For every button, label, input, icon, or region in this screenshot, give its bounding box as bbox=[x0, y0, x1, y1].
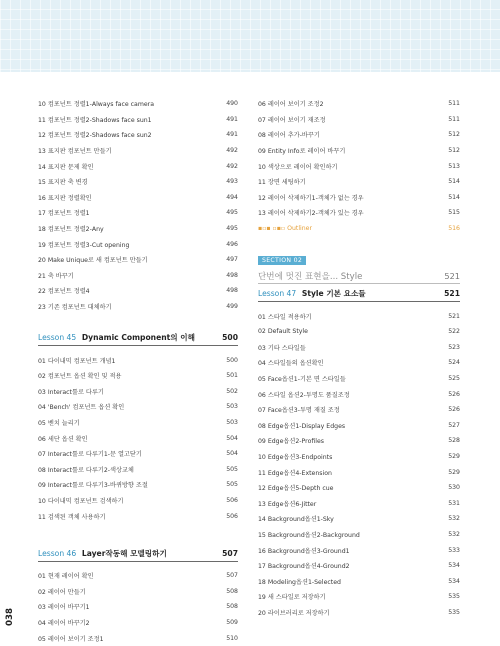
toc-item bbox=[38, 630, 238, 646]
toc-item-title: 12 레이어 삭제하기1-객체가 없는 경우 bbox=[258, 194, 364, 202]
toc-item-title: 16 표지판 정렬확인 bbox=[38, 194, 92, 202]
toc-item-title: 08 Edge옵션1-Display Edges bbox=[258, 422, 346, 430]
toc-item-page: 523 bbox=[448, 343, 460, 351]
toc-item-page: 510 bbox=[226, 634, 238, 642]
toc-item-title: 21 축 바꾸기 bbox=[38, 272, 74, 280]
toc-item-title: 07 Interact툴로 다루기1-문 열고닫기 bbox=[38, 451, 142, 459]
toc-item-title: 12 Edge옵션5-Depth cue bbox=[258, 485, 334, 493]
toc-item-title: 04 스타일들의 옵션확인 bbox=[258, 360, 324, 368]
lesson-label: Lesson 47 bbox=[258, 289, 297, 299]
toc-list-lesson-45 bbox=[38, 352, 238, 524]
toc-item-title: 01 현재 레이어 확인 bbox=[38, 573, 94, 581]
toc-item-page: 503 bbox=[226, 403, 238, 411]
toc-item-title: 09 Entity Info로 레이어 바꾸기 bbox=[258, 148, 346, 156]
toc-item-title: 11 Edge옵션4-Extension bbox=[258, 469, 332, 477]
toc-item-title: 14 Background옵션1-Sky bbox=[258, 516, 334, 524]
toc-item-page: 492 bbox=[226, 147, 238, 155]
toc-item-page: 490 bbox=[226, 100, 238, 108]
toc-item-page: 492 bbox=[226, 162, 238, 170]
toc-item-title: 12 컴포넌트 정렬2-Shadows face sun2 bbox=[38, 132, 152, 140]
toc-item-title: 11 장면 세팅하기 bbox=[258, 179, 306, 187]
toc-item bbox=[38, 430, 238, 446]
toc-item-title: 13 레이어 삭제하기2-객체가 있는 경우 bbox=[258, 210, 364, 218]
toc-item-title: 22 컴포넌트 정렬4 bbox=[38, 288, 90, 296]
toc-item-page: 491 bbox=[226, 115, 238, 123]
toc-item-page: 528 bbox=[448, 437, 460, 445]
toc-item-page: 506 bbox=[226, 496, 238, 504]
toc-item-page: 514 bbox=[448, 193, 460, 201]
toc-item-title: 15 Background옵션2-Background bbox=[258, 531, 360, 539]
toc-item-page: 522 bbox=[448, 328, 460, 336]
toc-left-column bbox=[38, 96, 238, 646]
toc-item-page: 500 bbox=[226, 356, 238, 364]
toc-item-page: 494 bbox=[226, 193, 238, 201]
toc-item-title: 23 기존 컴포넌트 대체하기 bbox=[38, 304, 112, 312]
lesson-page: 507 bbox=[222, 548, 238, 558]
toc-item bbox=[38, 568, 238, 584]
toc-item bbox=[38, 190, 238, 206]
toc-item-title: 08 Interact툴로 다루기2-색상교체 bbox=[38, 466, 134, 474]
toc-item bbox=[258, 433, 460, 449]
toc-item-page: 499 bbox=[226, 303, 238, 311]
toc-item bbox=[38, 252, 238, 268]
toc-item bbox=[258, 112, 460, 128]
page-number: 038 bbox=[5, 608, 15, 626]
section-title: 단번에 멋진 표현을... Style bbox=[258, 271, 363, 282]
toc-item-title: 18 컴포넌트 정렬2-Any bbox=[38, 226, 104, 234]
toc-item bbox=[258, 127, 460, 143]
toc-item bbox=[38, 158, 238, 174]
toc-item-page: 495 bbox=[226, 209, 238, 217]
toc-item bbox=[38, 299, 238, 315]
lesson-title: Layer작동해 모델링하기 bbox=[81, 548, 167, 558]
toc-list-right-top bbox=[258, 96, 460, 221]
toc-item-page: 511 bbox=[448, 115, 460, 123]
toc-item bbox=[258, 158, 460, 174]
toc-item-title: 05 벤치 늘리기 bbox=[38, 419, 80, 427]
toc-item-title: 03 기타 스타일들 bbox=[258, 344, 306, 352]
lesson-46-heading bbox=[38, 548, 238, 562]
toc-item-page: 496 bbox=[226, 240, 238, 248]
toc-item bbox=[38, 384, 238, 400]
toc-item bbox=[258, 324, 460, 340]
toc-item-title: 06 세단 옵션 확인 bbox=[38, 435, 88, 443]
lesson-47-heading bbox=[258, 288, 460, 302]
toc-item bbox=[258, 480, 460, 496]
toc-item bbox=[38, 221, 238, 237]
toc-item bbox=[38, 446, 238, 462]
toc-item-page: 514 bbox=[448, 178, 460, 186]
toc-right-column bbox=[258, 96, 460, 620]
toc-item-page: 503 bbox=[226, 418, 238, 426]
toc-item bbox=[38, 508, 238, 524]
toc-item-title: 20 라이브러리로 저장하기 bbox=[258, 609, 330, 617]
toc-item-title: 17 컴포넌트 정렬1 bbox=[38, 210, 90, 218]
toc-item-title: 14 표지판 문제 확인 bbox=[38, 163, 94, 171]
toc-item-page: 512 bbox=[448, 131, 460, 139]
toc-item bbox=[258, 542, 460, 558]
toc-item-title: 20 Make Unique로 새 컴포넌트 만들기 bbox=[38, 257, 148, 265]
toc-item bbox=[258, 605, 460, 621]
toc-item-title: 05 Face옵션1-기본 면 스타일들 bbox=[258, 376, 346, 384]
toc-item bbox=[258, 589, 460, 605]
toc-item-title: 08 레이어 추가-바꾸기 bbox=[258, 132, 320, 140]
lesson-label: Lesson 46 bbox=[38, 548, 77, 558]
toc-item-page: 533 bbox=[448, 546, 460, 554]
toc-item bbox=[38, 236, 238, 252]
toc-item-title: 06 레이어 보이기 조정2 bbox=[258, 101, 324, 109]
toc-item bbox=[38, 493, 238, 509]
toc-item-page: 512 bbox=[448, 147, 460, 155]
toc-item-title: 04 레이어 바꾸기2 bbox=[38, 619, 90, 627]
toc-item bbox=[258, 96, 460, 112]
toc-item-title: 09 Interact툴로 다루기3-바퀴방향 조절 bbox=[38, 482, 148, 490]
toc-item-title: 10 컴포넌트 정렬1-Always face camera bbox=[38, 101, 155, 109]
toc-item-page: 526 bbox=[448, 406, 460, 414]
toc-item-page: 513 bbox=[448, 162, 460, 170]
toc-item-page: 535 bbox=[448, 593, 460, 601]
toc-item bbox=[258, 449, 460, 465]
toc-item-title: 10 Edge옵션3-Endpoints bbox=[258, 453, 333, 461]
toc-item-page: 502 bbox=[226, 387, 238, 395]
toc-item bbox=[38, 477, 238, 493]
toc-item-title: 04 'Bench' 컴포넌트 옵션 확인 bbox=[38, 404, 125, 412]
toc-item-title: 07 Face옵션3-투명 재질 조정 bbox=[258, 407, 340, 415]
toc-item bbox=[38, 615, 238, 631]
lesson-label: Lesson 45 bbox=[38, 333, 77, 343]
toc-item bbox=[38, 283, 238, 299]
toc-item bbox=[258, 340, 460, 356]
toc-item bbox=[38, 352, 238, 368]
toc-item-title: 11 컴포넌트 정렬2-Shadows face sun1 bbox=[38, 116, 152, 124]
lesson-title: Dynamic Component의 이해 bbox=[81, 333, 195, 343]
toc-item-title: 13 Edge옵션6-Jitter bbox=[258, 500, 317, 508]
toc-item bbox=[38, 415, 238, 431]
toc-item bbox=[38, 112, 238, 128]
toc-item bbox=[258, 464, 460, 480]
toc-item-page: 491 bbox=[226, 131, 238, 139]
toc-item-page: 527 bbox=[448, 421, 460, 429]
lesson-page: 521 bbox=[444, 289, 460, 299]
toc-item-page: 497 bbox=[226, 256, 238, 264]
toc-list-lesson-47 bbox=[258, 308, 460, 620]
toc-item bbox=[258, 308, 460, 324]
toc-item bbox=[258, 511, 460, 527]
toc-item bbox=[258, 386, 460, 402]
toc-item-page: 535 bbox=[448, 608, 460, 616]
toc-item-title: 11 검색된 객체 사용하기 bbox=[38, 513, 106, 521]
toc-item-page: 506 bbox=[226, 512, 238, 520]
header-pattern-band bbox=[0, 0, 500, 72]
toc-item-page: 525 bbox=[448, 375, 460, 383]
toc-item-page: 495 bbox=[226, 225, 238, 233]
toc-item bbox=[38, 174, 238, 190]
toc-item-title: 09 Edge옵션2-Profiles bbox=[258, 438, 324, 446]
toc-item-page: 505 bbox=[226, 481, 238, 489]
section-badge: SECTION 02 bbox=[258, 256, 306, 265]
toc-item-title: Outliner bbox=[287, 225, 313, 233]
toc-item-page: 524 bbox=[448, 359, 460, 367]
toc-item-title: 10 다이내믹 컴포넌트 검색하기 bbox=[38, 497, 124, 505]
toc-item-title: 17 Background옵션4-Ground2 bbox=[258, 563, 350, 571]
toc-item-title: 07 레이어 보이기 재조정 bbox=[258, 116, 326, 124]
toc-item bbox=[258, 527, 460, 543]
lesson-page: 500 bbox=[222, 333, 238, 343]
toc-item-page: 501 bbox=[226, 372, 238, 380]
toc-item-page: 532 bbox=[448, 515, 460, 523]
toc-item-title: 10 색상으로 레이어 확인하기 bbox=[258, 163, 338, 171]
toc-item-title: 19 컴포넌트 정렬3-Cut opening bbox=[38, 241, 130, 249]
toc-item bbox=[38, 599, 238, 615]
toc-item bbox=[258, 418, 460, 434]
toc-item bbox=[258, 205, 460, 221]
toc-item bbox=[38, 268, 238, 284]
toc-item-page: 505 bbox=[226, 465, 238, 473]
toc-item bbox=[38, 583, 238, 599]
toc-item-title: 16 Background옵션3-Ground1 bbox=[258, 547, 350, 555]
section-title-row bbox=[258, 268, 460, 284]
toc-item-page: 507 bbox=[226, 572, 238, 580]
toc-item-title: 03 Interact툴로 다루기 bbox=[38, 388, 104, 396]
toc-item-title: 18 Modeling옵션1-Selected bbox=[258, 578, 341, 586]
toc-list-left-top bbox=[38, 96, 238, 314]
toc-item-page: 526 bbox=[448, 390, 460, 398]
toc-item bbox=[38, 143, 238, 159]
outliner-icon: ▪▫▪ ▫▪▫ bbox=[258, 225, 288, 233]
toc-item bbox=[258, 573, 460, 589]
toc-item bbox=[38, 127, 238, 143]
toc-item bbox=[38, 399, 238, 415]
toc-item-title: 06 스타일 옵션2-투명도 품질조정 bbox=[258, 391, 350, 399]
toc-item-page: 509 bbox=[226, 618, 238, 626]
toc-item-title: 05 레이어 보이기 조정1 bbox=[38, 635, 104, 643]
toc-item-title: 15 표지판 축 변경 bbox=[38, 179, 88, 187]
toc-item bbox=[258, 355, 460, 371]
toc-item-outliner bbox=[258, 221, 460, 237]
toc-item bbox=[258, 402, 460, 418]
toc-item bbox=[258, 558, 460, 574]
toc-item-page: 534 bbox=[448, 562, 460, 570]
toc-item bbox=[258, 174, 460, 190]
toc-item-page: 498 bbox=[226, 287, 238, 295]
toc-item-title: 02 컴포넌트 옵션 확인 및 적용 bbox=[38, 373, 122, 381]
toc-item-page: 511 bbox=[448, 100, 460, 108]
toc-item-page: 498 bbox=[226, 271, 238, 279]
toc-item-title: 01 다이내믹 컴포넌트 개념1 bbox=[38, 357, 116, 365]
toc-item bbox=[258, 143, 460, 159]
toc-item-page: 493 bbox=[226, 178, 238, 186]
toc-item-page: 508 bbox=[226, 587, 238, 595]
toc-item-page: 508 bbox=[226, 603, 238, 611]
toc-item-page: 504 bbox=[226, 450, 238, 458]
toc-item-page: 521 bbox=[448, 312, 460, 320]
toc-item-page: 530 bbox=[448, 484, 460, 492]
toc-item-title: 13 표지판 컴포넌트 만들기 bbox=[38, 148, 112, 156]
toc-item-title: 03 레이어 바꾸기1 bbox=[38, 604, 90, 612]
toc-item bbox=[38, 96, 238, 112]
toc-item bbox=[258, 190, 460, 206]
toc-item-page: 516 bbox=[448, 225, 460, 233]
toc-item bbox=[38, 461, 238, 477]
toc-list-lesson-46 bbox=[38, 568, 238, 646]
toc-item bbox=[258, 371, 460, 387]
toc-item-page: 529 bbox=[448, 452, 460, 460]
toc-item-page: 504 bbox=[226, 434, 238, 442]
toc-item-page: 515 bbox=[448, 209, 460, 217]
toc-item-title: 19 새 스타일로 저장하기 bbox=[258, 594, 326, 602]
toc-item bbox=[38, 205, 238, 221]
lesson-45-heading bbox=[38, 332, 238, 346]
toc-item-title: 02 Default Style bbox=[258, 328, 308, 336]
toc-item-title: 01 스타일 적용하기 bbox=[258, 313, 312, 321]
toc-item bbox=[38, 368, 238, 384]
toc-item-page: 529 bbox=[448, 468, 460, 476]
toc-item-page: 532 bbox=[448, 530, 460, 538]
toc-item-title: 02 레이어 만들기 bbox=[38, 588, 86, 596]
toc-item-page: 534 bbox=[448, 577, 460, 585]
section-page: 521 bbox=[444, 270, 460, 281]
toc-item-page: 531 bbox=[448, 499, 460, 507]
toc-item bbox=[258, 495, 460, 511]
lesson-title: Style 기본 요소들 bbox=[301, 289, 366, 299]
